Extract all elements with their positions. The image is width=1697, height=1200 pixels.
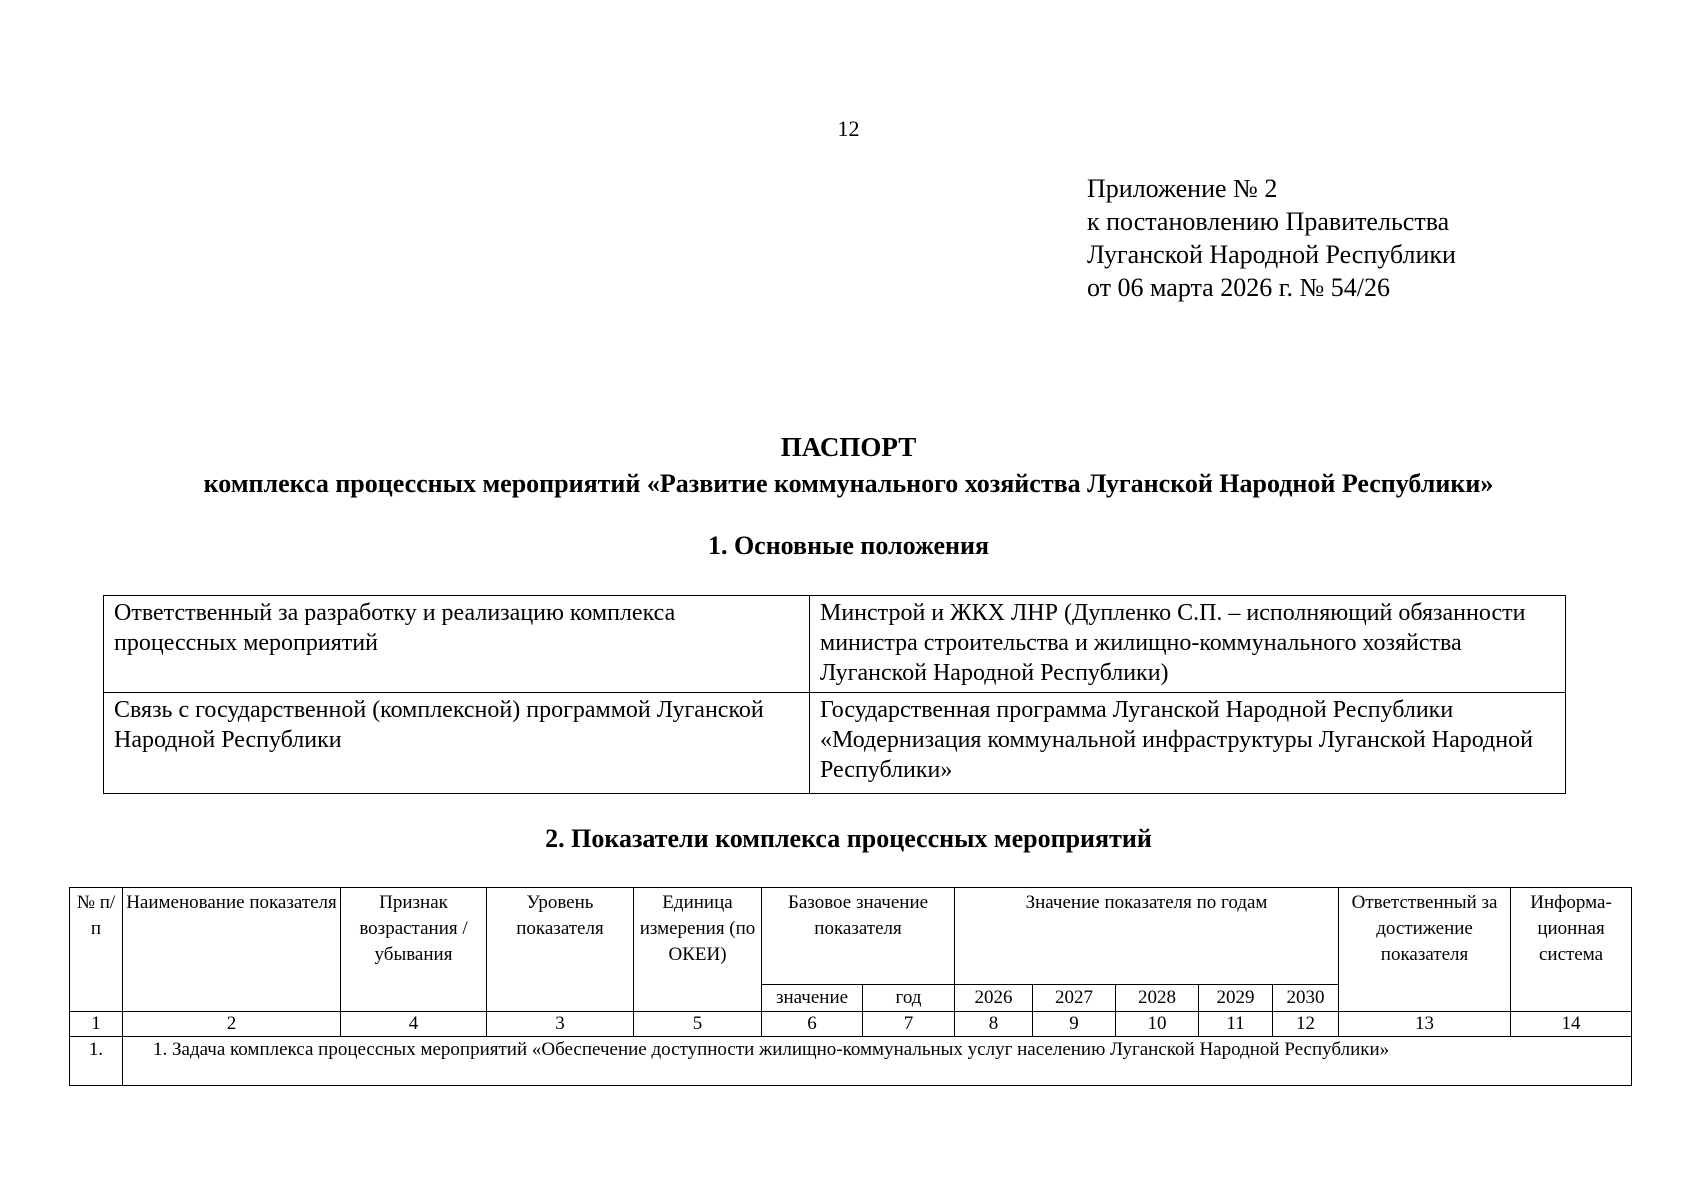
column-number: 6	[762, 1012, 863, 1037]
column-number: 1	[70, 1012, 123, 1037]
column-number: 14	[1511, 1012, 1632, 1037]
column-number: 8	[955, 1012, 1033, 1037]
column-number: 5	[634, 1012, 762, 1037]
column-number: 11	[1199, 1012, 1273, 1037]
task-row	[70, 1037, 1632, 1086]
header-base: Базовое значение показателя	[762, 888, 955, 985]
header-sign: Признак возрастания / убывания	[341, 888, 487, 1012]
appendix-line: от 06 марта 2026 г. № 54/26	[1087, 273, 1390, 302]
header-info-system: Информа-ционная система	[1511, 888, 1632, 1012]
header-base-year: год	[863, 985, 955, 1012]
column-number: 4	[341, 1012, 487, 1037]
column-number: 13	[1339, 1012, 1511, 1037]
row-label: Связь с государственной (комплексной) программой Луганской Народной Республики	[104, 693, 810, 794]
indicators-table	[69, 887, 1632, 1086]
header-responsible: Ответственный за достижение показателя	[1339, 888, 1511, 1012]
task-text: 1. Задача комплекса процессных мероприятий «Обеспечение доступности жилищно-коммунальных услуг населению Луганской Народной Республики»	[123, 1037, 1632, 1086]
column-number: 2	[123, 1012, 341, 1037]
header-unit: Единица измерения (по ОКЕИ)	[634, 888, 762, 1012]
document-subtitle: комплекса процессных мероприятий «Развитие коммунального хозяйства Луганской Народной Республики»	[203, 469, 1494, 498]
column-number: 3	[487, 1012, 634, 1037]
appendix-line: Приложение № 2	[1087, 174, 1278, 203]
column-number: 9	[1033, 1012, 1116, 1037]
appendix-line: к постановлению Правительства	[1087, 207, 1450, 236]
task-num: 1.	[70, 1037, 123, 1086]
header-num: № п/п	[70, 888, 123, 1012]
header-year: 2026	[955, 985, 1033, 1012]
header-year: 2029	[1199, 985, 1273, 1012]
column-number: 7	[863, 1012, 955, 1037]
page-number: 12	[837, 116, 860, 141]
appendix-block	[1087, 172, 1456, 304]
header-year: 2027	[1033, 985, 1116, 1012]
section-heading-indicators: 2. Показатели комплекса процессных мероприятий	[545, 824, 1152, 853]
column-number: 10	[1116, 1012, 1199, 1037]
column-number-row	[70, 1012, 1632, 1037]
header-name: Наименование показателя	[123, 888, 341, 1012]
row-label: Ответственный за разработку и реализацию комплекса процессных мероприятий	[104, 596, 810, 693]
document-title: ПАСПОРТ	[780, 432, 917, 462]
header-year: 2030	[1273, 985, 1339, 1012]
section-heading-basic: 1. Основные положения	[707, 531, 990, 560]
row-value: Государственная программа Луганской Народной Республики «Модернизация коммунальной инфраструктуры Луганской Народной Республики»	[810, 693, 1566, 794]
column-number: 12	[1273, 1012, 1339, 1037]
header-year: 2028	[1116, 985, 1199, 1012]
header-base-value: значение	[762, 985, 863, 1012]
row-value: Минстрой и ЖКХ ЛНР (Дупленко С.П. – исполняющий обязанности министра строительства и жилищно-коммунального хозяйства Луганской Народной Республики)	[810, 596, 1566, 693]
appendix-line: Луганской Народной Республики	[1087, 240, 1456, 269]
table-row	[104, 596, 1566, 693]
table-header-row	[70, 888, 1632, 985]
header-level: Уровень показателя	[487, 888, 634, 1012]
header-by-years: Значение показателя по годам	[955, 888, 1339, 985]
basic-provisions-table	[103, 595, 1566, 794]
table-row	[104, 693, 1566, 794]
